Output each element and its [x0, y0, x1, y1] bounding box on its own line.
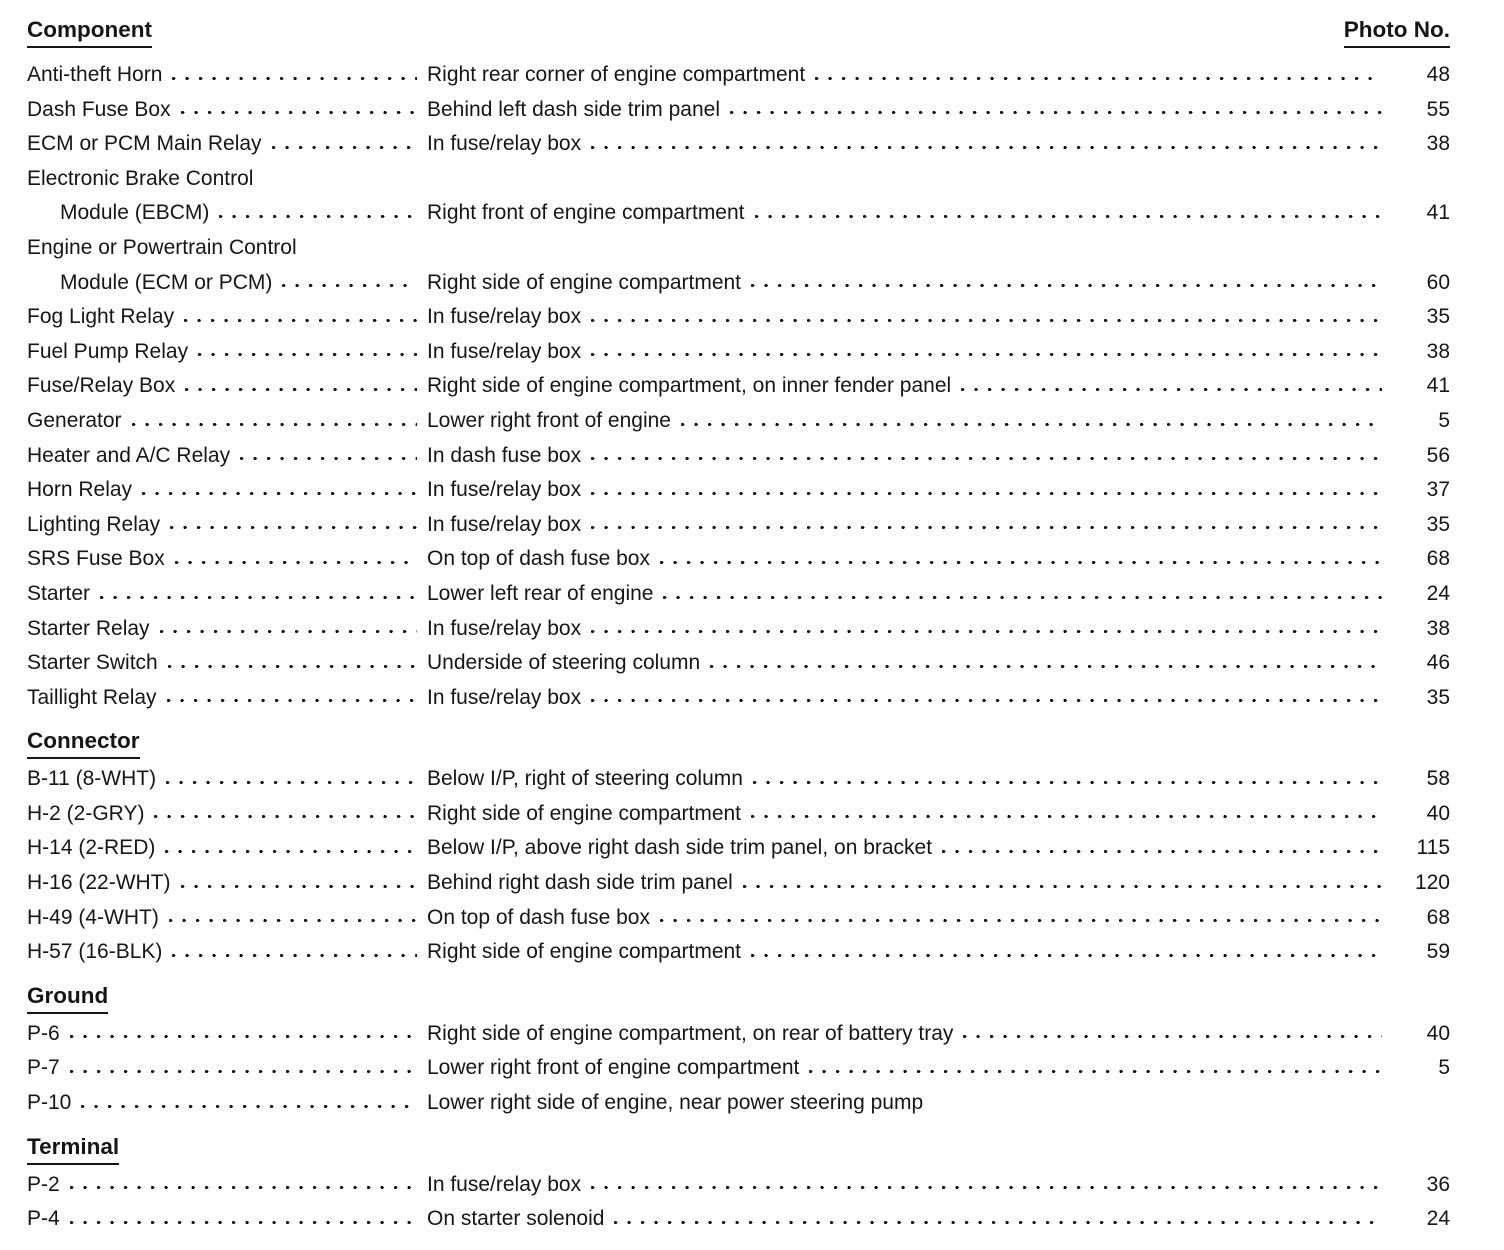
dot-leader [167, 646, 417, 681]
table-row [27, 577, 1450, 612]
location-text: In fuse/relay box [427, 305, 582, 329]
dot-leader [590, 1168, 1382, 1203]
location-text: Behind right dash side trim panel [427, 871, 733, 895]
dot-leader [808, 1051, 1382, 1086]
component-name: Module (EBCM) [60, 201, 210, 225]
dot-leader [180, 93, 417, 128]
name-cell [27, 935, 427, 970]
location-text: On top of dash fuse box [427, 547, 650, 571]
photo-no-column-heading: Photo No. [1344, 16, 1450, 48]
name-cell [27, 473, 427, 508]
location-text: Lower right front of engine compartment [427, 1056, 800, 1080]
table-row [27, 58, 1450, 93]
name-cell [27, 577, 427, 612]
photo-number: 48 [1426, 63, 1450, 86]
photo-number: 38 [1426, 616, 1450, 640]
dot-leader [164, 831, 417, 866]
location-cell [427, 1202, 1392, 1237]
table-row [27, 335, 1450, 370]
section-title-row [27, 981, 1450, 1014]
location-cell [427, 797, 1392, 832]
dot-leader [69, 1051, 417, 1086]
dot-leader [69, 1168, 417, 1203]
dot-leader [750, 797, 1382, 832]
dot-leader [69, 1017, 417, 1052]
component-column-heading: Component [27, 16, 152, 48]
component-name: Starter [27, 581, 91, 605]
name-cell [27, 831, 427, 866]
name-cell [27, 1051, 427, 1086]
dot-leader [590, 300, 1382, 335]
component-name: Module (ECM or PCM) [60, 270, 273, 294]
photo-number: 40 [1426, 801, 1450, 825]
dot-leader [742, 866, 1382, 901]
location-cell [427, 577, 1392, 612]
table-row [27, 612, 1450, 647]
dot-leader [659, 542, 1382, 577]
dot-leader [69, 1202, 417, 1237]
table-row [27, 508, 1450, 543]
name-cell [27, 231, 427, 266]
dot-leader [590, 612, 1382, 647]
name-cell [27, 58, 427, 93]
index-header [27, 16, 1450, 48]
section-title-row [27, 1132, 1450, 1165]
photo-number: 5 [1438, 1056, 1450, 1080]
component-name: ECM or PCM Main Relay [27, 132, 262, 156]
table-row [27, 1051, 1450, 1086]
location-text: Right side of engine compartment, on inner fender panel [427, 374, 952, 398]
section-heading: Terminal [27, 1133, 119, 1165]
photo-number: 68 [1426, 905, 1450, 929]
name-cell [27, 542, 427, 577]
location-text: Right side of engine compartment [427, 270, 742, 294]
dot-leader [590, 473, 1382, 508]
location-cell [427, 369, 1392, 404]
dot-leader [153, 797, 417, 832]
component-name: H-57 (16-BLK) [27, 940, 163, 964]
location-cell [427, 473, 1392, 508]
table-row [27, 542, 1450, 577]
component-name: Fog Light Relay [27, 305, 175, 329]
location-cell [427, 300, 1392, 335]
location-text: Right side of engine compartment [427, 940, 742, 964]
section-heading: Ground [27, 982, 108, 1014]
photo-number: 35 [1426, 512, 1450, 536]
dot-leader [662, 577, 1382, 612]
dot-leader [262, 162, 417, 197]
component-name: Engine or Powertrain Control [27, 235, 297, 259]
dot-leader [729, 93, 1382, 128]
dot-leader [171, 58, 417, 93]
dot-leader [590, 439, 1382, 474]
name-cell [27, 266, 427, 301]
location-text: Below I/P, above right dash side trim panel, on bracket [427, 836, 933, 860]
location-text: Behind left dash side trim panel [427, 97, 721, 121]
dot-leader [180, 866, 417, 901]
name-cell [27, 439, 427, 474]
component-name: B-11 (8-WHT) [27, 767, 157, 791]
table-row [27, 797, 1450, 832]
component-name: Horn Relay [27, 478, 133, 502]
location-text: Lower left rear of engine [427, 581, 654, 605]
dot-leader [99, 577, 417, 612]
dot-leader [174, 542, 417, 577]
dot-leader [590, 335, 1382, 370]
location-cell [427, 196, 1392, 231]
location-cell [427, 93, 1392, 128]
component-name: H-2 (2-GRY) [27, 801, 145, 825]
name-cell [27, 127, 427, 162]
table-row [27, 162, 1450, 197]
name-cell [27, 93, 427, 128]
dot-leader [659, 901, 1382, 936]
photo-number: 115 [1416, 836, 1450, 860]
name-cell [27, 866, 427, 901]
location-cell [427, 127, 1392, 162]
table-row [27, 901, 1450, 936]
section-title-row [27, 726, 1450, 759]
table-row [27, 231, 1450, 266]
location-cell [427, 866, 1392, 901]
component-name: Starter Relay [27, 616, 150, 640]
dot-leader [159, 612, 417, 647]
location-cell [427, 1168, 1392, 1203]
table-row [27, 1017, 1450, 1052]
location-cell [427, 646, 1392, 681]
photo-number: 24 [1426, 581, 1450, 605]
location-text: Right front of engine compartment [427, 201, 745, 225]
dot-leader [436, 231, 1382, 266]
table-row [27, 1168, 1450, 1203]
location-cell [427, 162, 1392, 197]
location-cell [427, 901, 1392, 936]
dot-leader [171, 935, 417, 970]
location-text: In fuse/relay box [427, 616, 582, 640]
photo-number: 120 [1414, 871, 1450, 895]
location-text: In fuse/relay box [427, 339, 582, 363]
photo-number: 56 [1426, 443, 1450, 467]
dot-leader [941, 831, 1382, 866]
photo-number: 38 [1426, 339, 1450, 363]
photo-number [1392, 1086, 1450, 1121]
location-text: In fuse/relay box [427, 132, 582, 156]
table-row [27, 831, 1450, 866]
photo-number: 41 [1426, 201, 1450, 225]
component-name: Dash Fuse Box [27, 97, 171, 121]
location-cell [427, 542, 1392, 577]
table-row [27, 404, 1450, 439]
dot-leader [169, 508, 417, 543]
location-cell [427, 231, 1392, 266]
index-body [27, 58, 1450, 1237]
dot-leader [166, 681, 417, 716]
photo-number: 36 [1426, 1172, 1450, 1196]
component-name: Anti-theft Horn [27, 63, 163, 86]
dot-leader [752, 762, 1382, 797]
dot-leader [590, 508, 1382, 543]
dot-leader [590, 681, 1382, 716]
table-row [27, 266, 1450, 301]
photo-number: 24 [1426, 1207, 1450, 1231]
name-cell [27, 196, 427, 231]
location-cell [427, 508, 1392, 543]
location-text: In dash fuse box [427, 443, 582, 467]
table-row [27, 1086, 1450, 1121]
component-name: Lighting Relay [27, 512, 161, 536]
location-text: Lower right side of engine, near power steering pump [427, 1091, 924, 1115]
dot-leader [168, 901, 417, 936]
location-text: In fuse/relay box [427, 1172, 582, 1196]
dot-leader [218, 196, 417, 231]
photo-number: 60 [1426, 270, 1450, 294]
dot-leader [590, 127, 1382, 162]
location-cell [427, 831, 1392, 866]
name-cell [27, 1086, 427, 1121]
location-text: Underside of steering column [427, 651, 701, 675]
component-name: Generator [27, 408, 122, 432]
dot-leader [680, 404, 1382, 439]
location-cell [427, 439, 1392, 474]
component-name: SRS Fuse Box [27, 547, 165, 571]
dot-leader [165, 762, 417, 797]
component-name: Heater and A/C Relay [27, 443, 231, 467]
dot-leader [271, 127, 417, 162]
table-row [27, 439, 1450, 474]
component-name: H-14 (2-RED) [27, 836, 156, 860]
dot-leader [960, 369, 1382, 404]
location-cell [427, 762, 1392, 797]
component-name: P-7 [27, 1056, 60, 1080]
photo-number: 41 [1426, 374, 1450, 398]
dot-leader [750, 266, 1382, 301]
dot-leader [183, 300, 417, 335]
location-text: Right side of engine compartment [427, 801, 742, 825]
dot-leader [184, 369, 417, 404]
location-cell [427, 335, 1392, 370]
dot-leader [131, 404, 417, 439]
dot-leader [613, 1202, 1382, 1237]
location-text: In fuse/relay box [427, 685, 582, 709]
name-cell [27, 681, 427, 716]
location-cell [427, 404, 1392, 439]
table-row [27, 681, 1450, 716]
name-cell [27, 508, 427, 543]
component-name: Taillight Relay [27, 685, 157, 709]
location-cell [427, 1086, 1392, 1121]
component-name: P-2 [27, 1172, 60, 1196]
photo-number: 5 [1438, 408, 1450, 432]
photo-number: 35 [1426, 305, 1450, 329]
photo-number: 46 [1426, 651, 1450, 675]
photo-number: 37 [1426, 478, 1450, 502]
location-cell [427, 1051, 1392, 1086]
name-cell [27, 1202, 427, 1237]
dot-leader [750, 935, 1382, 970]
table-row [27, 646, 1450, 681]
location-text: On starter solenoid [427, 1207, 605, 1231]
section-heading: Connector [27, 727, 140, 759]
component-name: P-6 [27, 1021, 60, 1045]
component-name: Starter Switch [27, 651, 158, 675]
photo-number [1392, 231, 1450, 266]
component-name: Fuse/Relay Box [27, 374, 176, 398]
name-cell [27, 300, 427, 335]
name-cell [27, 369, 427, 404]
photo-number: 55 [1426, 97, 1450, 121]
name-cell [27, 1168, 427, 1203]
table-row [27, 127, 1450, 162]
dot-leader [962, 1017, 1382, 1052]
name-cell [27, 335, 427, 370]
table-row [27, 762, 1450, 797]
dot-leader [197, 335, 417, 370]
table-row [27, 93, 1450, 128]
table-row [27, 196, 1450, 231]
location-text: In fuse/relay box [427, 512, 582, 536]
location-text: In fuse/relay box [427, 478, 582, 502]
table-row [27, 473, 1450, 508]
dot-leader [306, 231, 417, 266]
photo-number: 58 [1426, 767, 1450, 791]
component-name: P-4 [27, 1207, 60, 1231]
component-name: Fuel Pump Relay [27, 339, 189, 363]
dot-leader [239, 439, 417, 474]
location-text: On top of dash fuse box [427, 905, 650, 929]
name-cell [27, 646, 427, 681]
name-cell [27, 901, 427, 936]
location-text: Below I/P, right of steering column [427, 767, 743, 791]
location-cell [427, 266, 1392, 301]
photo-number: 38 [1426, 132, 1450, 156]
dot-leader [932, 1086, 1382, 1121]
dot-leader [281, 266, 417, 301]
name-cell [27, 1017, 427, 1052]
location-text: Right rear corner of engine compartment [427, 63, 806, 86]
table-row [27, 1202, 1450, 1237]
location-cell [427, 1017, 1392, 1052]
component-name: Electronic Brake Control [27, 166, 254, 190]
dot-leader [754, 196, 1382, 231]
name-cell [27, 797, 427, 832]
name-cell [27, 762, 427, 797]
photo-number: 59 [1426, 940, 1450, 964]
photo-number: 40 [1426, 1021, 1450, 1045]
name-cell [27, 612, 427, 647]
dot-leader [709, 646, 1382, 681]
table-row [27, 300, 1450, 335]
name-cell [27, 404, 427, 439]
dot-leader [436, 162, 1382, 197]
dot-leader [814, 58, 1382, 93]
component-name: H-16 (22-WHT) [27, 871, 171, 895]
component-name: H-49 (4-WHT) [27, 905, 159, 929]
name-cell [27, 162, 427, 197]
table-row [27, 866, 1450, 901]
location-text: Right side of engine compartment, on rear of battery tray [427, 1021, 954, 1045]
location-text: Lower right front of engine [427, 408, 671, 432]
dot-leader [141, 473, 417, 508]
table-row [27, 935, 1450, 970]
table-row [27, 369, 1450, 404]
photo-number: 68 [1426, 547, 1450, 571]
photo-number [1392, 162, 1450, 197]
location-cell [427, 58, 1392, 93]
photo-number: 35 [1426, 685, 1450, 709]
dot-leader [80, 1086, 417, 1121]
location-cell [427, 935, 1392, 970]
location-cell [427, 681, 1392, 716]
component-name: P-10 [27, 1091, 72, 1115]
location-cell [427, 612, 1392, 647]
